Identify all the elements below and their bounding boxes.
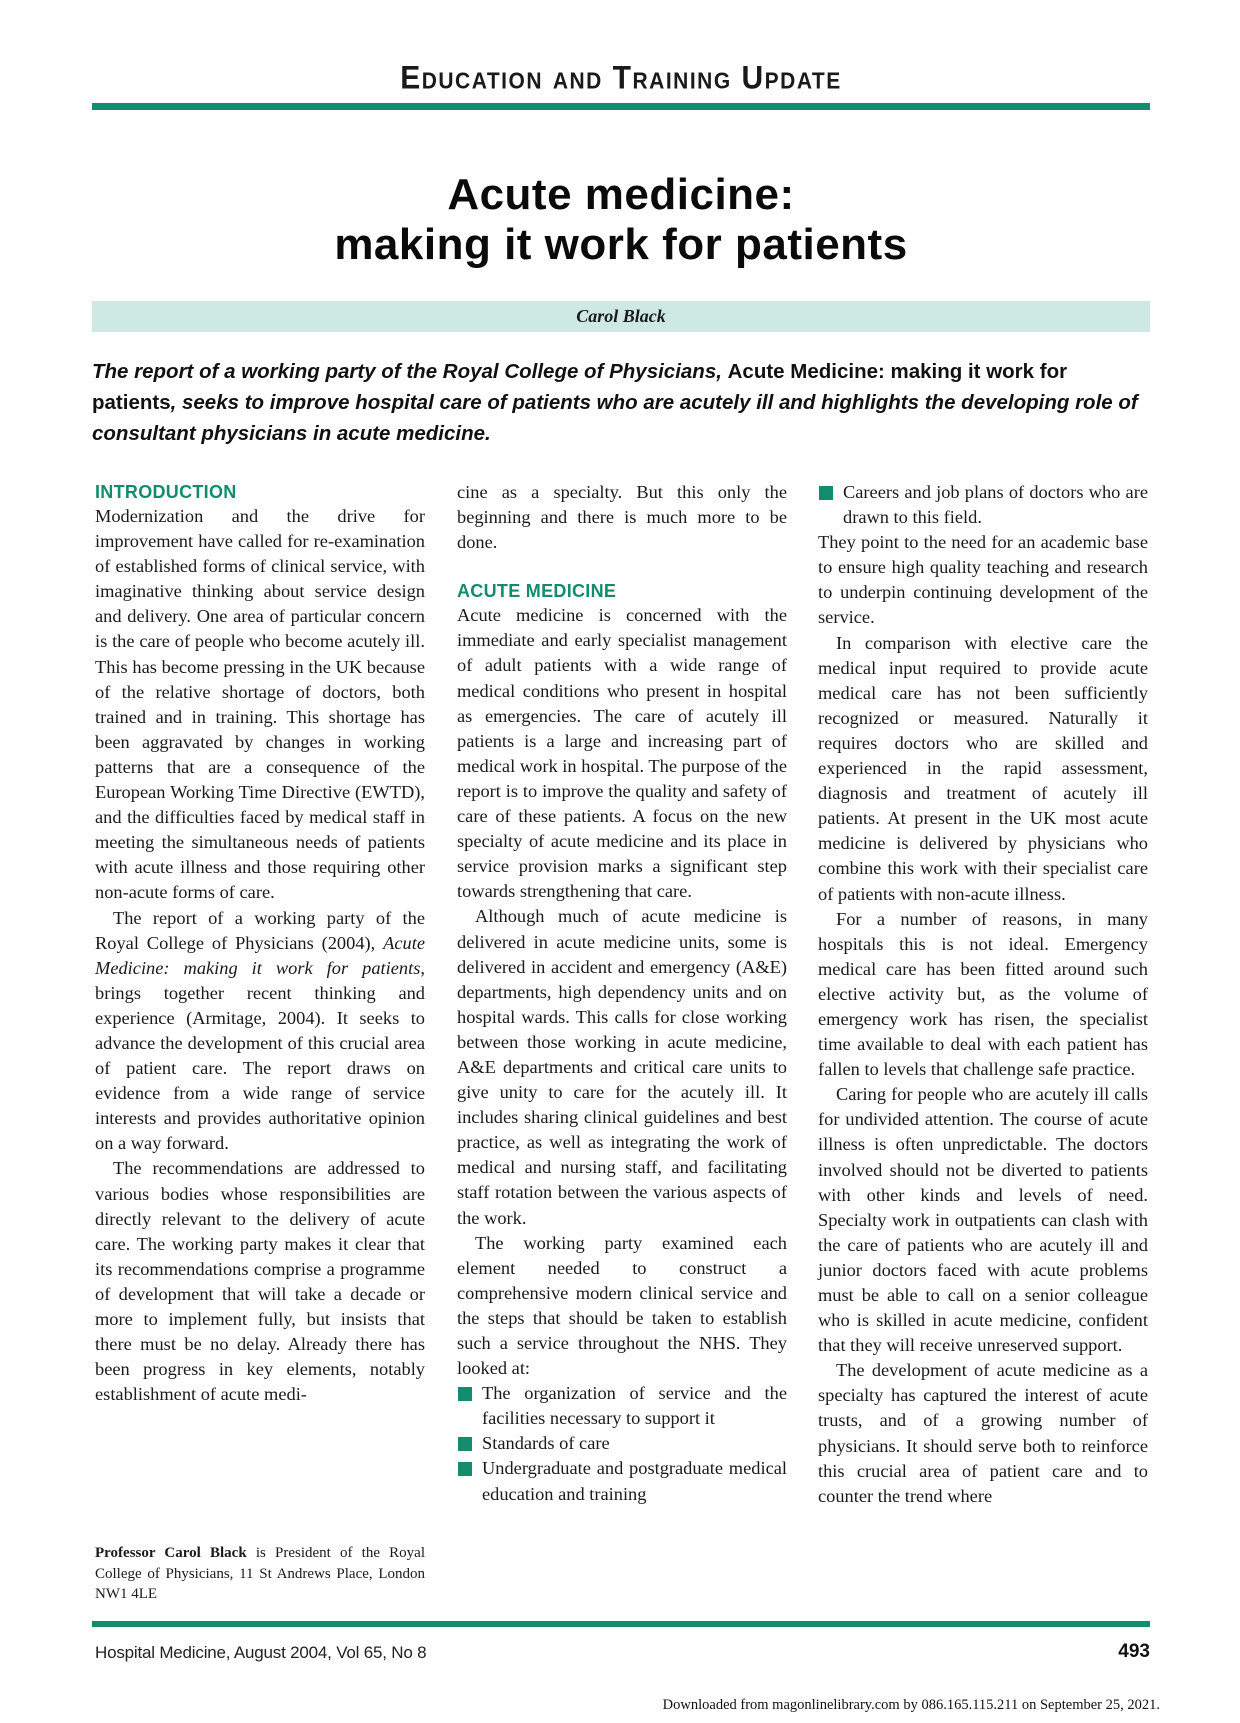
list-item xyxy=(818,480,1148,530)
report-title-citation: Acute Medicine: making it work for patients xyxy=(95,932,425,978)
acute-paragraph-2: Although much of acute medicine is delivered in acute medicine units, some is delivered in accident and emergency (A&E) departments, high dependency units and on hospital wards. This calls for close working between those working in acute medicine, A&E departments and critical care units to give unity to care for the acutely ill. It includes sharing clinical guidelines and best practice, as well as integrating the work of medical and nursing staff, and facilitating staff rotation between the various aspects of the work. xyxy=(457,906,787,1228)
top-rule xyxy=(92,103,1150,110)
square-bullet-icon xyxy=(819,486,833,500)
col3-paragraph-2: In comparison with elective care the medical input required to provide acute medical care has not been sufficiently recognized or measured. Naturally it requires doctors who are skilled and experienced in the rapid assessment, diagnosis and treatment of acutely ill patients. At present in the UK most acute medicine is delivered by physicians who combine this work with their specialist care of patients with non-acute illness. xyxy=(818,632,1148,904)
standfirst-part1: The report of a working party of the Royal College of Physicians, xyxy=(92,360,728,383)
article-title xyxy=(92,170,1150,270)
col3-paragraph-3: For a number of reasons, in many hospitals this is not ideal. Emergency medical care has been fitted around such elective activity but, as the volume of emergency work has risen, the specialist time available to deal with each patient has fallen to levels that challenge safe practice. xyxy=(818,908,1148,1080)
intro-paragraph-3: The recommendations are addressed to various bodies whose responsibilities are directly relevant to the delivery of acute care. The working party makes it clear that its recommendations comprise a programme of development that will take a decade or more to implement fully, but insists that there must be no delay. Already there has been progress in key elements, notably establishment of acute medi- xyxy=(95,1158,425,1405)
intro-continuation: cine as a specialty. But this only the beginning and there is much more to be done. xyxy=(457,482,787,553)
page-number: 493 xyxy=(1118,1641,1150,1662)
bottom-rule xyxy=(92,1621,1150,1627)
intro-paragraph-1: Modernization and the drive for improvement have called for re-examination of established forms of clinical service, with imaginative thinking about service design and delivery. One area of particular concern is the care of people who become acutely ill. This has become pressing in the UK because of the relative shortage of doctors, both trained and in training. This shortage has been aggravated by changes in working patterns that are a consequence of the European Working Time Directive (EWTD), and the difficulties faced by medical staff in meeting the simultaneous needs of patients with acute illness and those requiring other non-acute forms of care. xyxy=(95,506,425,903)
list-item xyxy=(457,1381,787,1431)
list-item-text: Undergraduate and postgraduate medical education and training xyxy=(482,1458,787,1504)
square-bullet-icon xyxy=(458,1462,472,1476)
author-bio xyxy=(95,1543,425,1605)
list-item xyxy=(457,1431,787,1456)
examined-elements-list-continued xyxy=(818,480,1148,530)
author-band xyxy=(92,301,1150,332)
bio-text: is President of the Royal College of Physicians, 11 St Andrews Place, London NW1 4LE xyxy=(95,1545,426,1602)
column-2 xyxy=(457,480,787,1507)
intro-paragraph-2 xyxy=(95,906,425,1157)
author-name: Carol Black xyxy=(576,306,666,326)
square-bullet-icon xyxy=(458,1387,472,1401)
examined-elements-list xyxy=(457,1381,787,1506)
list-item-text: Careers and job plans of doctors who are drawn to this field. xyxy=(843,482,1148,528)
intro-p2-text-a: The report of a working party of the Royal College of Physicians (2004), xyxy=(95,907,425,953)
section-header: Education and Training Update xyxy=(400,60,842,97)
acute-paragraph-3: The working party examined each element needed to construct a comprehensive modern clinical service and the steps that should be taken to establish such a service throughout the NHS. They looked at: xyxy=(457,1232,787,1379)
intro-p2-text-b: , brings together recent thinking and experience (Armitage, 2004). It seeks to advance the development of this crucial area of patient care. The report draws on evidence from a wide range of service interests and provides authoritative opinion on a way forward. xyxy=(95,957,425,1154)
column-1 xyxy=(95,480,425,1407)
heading-introduction: INTRODUCTION xyxy=(95,482,237,502)
acute-paragraph-1: Acute medicine is concerned with the immediate and early specialist management of adult patients with a wide range of medical conditions who present in hospital as emergencies. The care of acutely ill patients is a large and increasing part of medical work in hospital. The purpose of the report is to improve the quality and safety of care of these patients. A focus on the new specialty of acute medicine and its place in service provision marks a significant step towards strengthening that care. xyxy=(457,605,787,902)
column-3 xyxy=(818,480,1148,1509)
col3-paragraph-1: They point to the need for an academic base to ensure high quality teaching and research to underpin continuing development of the service. xyxy=(818,532,1148,628)
download-note: Downloaded from magonlinelibrary.com by 086.165.115.211 on September 25, 2021. xyxy=(662,1697,1160,1713)
standfirst xyxy=(92,356,1150,449)
journal-citation: Hospital Medicine, August 2004, Vol 65, No 8 xyxy=(95,1643,427,1662)
heading-acute-medicine: ACUTE MEDICINE xyxy=(457,581,617,602)
bio-name: Professor Carol Black xyxy=(95,1545,247,1561)
standfirst-part2: , seeks to improve hospital care of patients who are acutely ill and highlights the developing role of consultant physicians in acute medicine. xyxy=(92,391,1138,445)
col3-paragraph-4: Caring for people who are acutely ill calls for undivided attention. The course of acute illness is often unpredictable. The doctors involved should not be diverted to patients with other kinds and levels of need. Specialty work in outpatients can clash with the care of patients who are acutely ill and junior doctors faced with acute problems must be able to call on a senior colleague who is skilled in acute medicine, confident that they will receive unreserved support. xyxy=(818,1084,1148,1356)
standfirst-report-title: Acute Medicine: making it work for patients xyxy=(92,360,1068,414)
list-item-text: Standards of care xyxy=(482,1433,610,1454)
title-line-1: Acute medicine: xyxy=(447,170,795,219)
title-line-2: making it work for patients xyxy=(334,220,908,269)
list-item-text: The organization of service and the facilities necessary to support it xyxy=(482,1383,787,1429)
list-item xyxy=(457,1456,787,1506)
square-bullet-icon xyxy=(458,1437,472,1451)
col3-paragraph-5: The development of acute medicine as a specialty has captured the interest of acute trusts, and of a growing number of physicians. It should serve both to reinforce this crucial area of patient care and to counter the trend where xyxy=(818,1360,1148,1506)
